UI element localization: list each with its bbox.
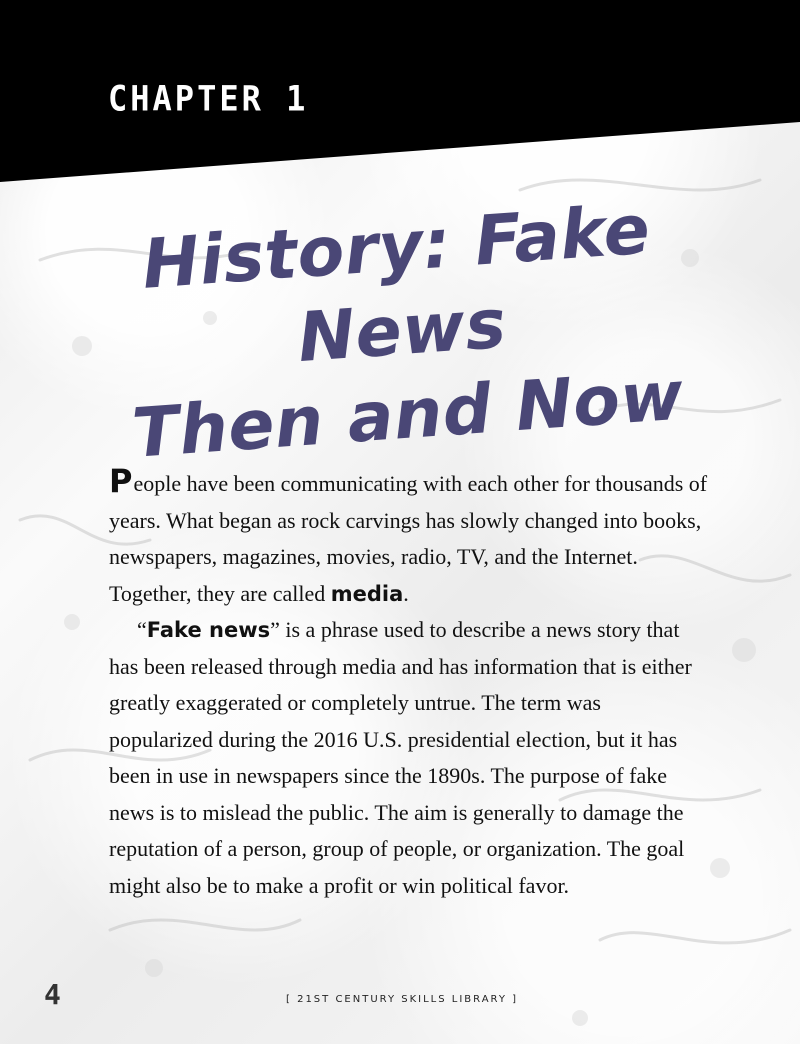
chapter-title [39, 181, 761, 474]
paragraph-one-text: eople have been communicating with each other for thousands of years. What began as rock carvings has slowly changed into books, newspapers, magazines, movies, radio, TV, and the Internet. Together, they are called [109, 471, 708, 606]
paragraph-two [109, 612, 709, 904]
page-number: 4 [44, 978, 61, 1011]
chapter-label: CHAPTER 1 [108, 78, 309, 120]
article-body [109, 462, 709, 904]
series-footer: [ 21ST CENTURY SKILLS LIBRARY ] [286, 994, 519, 1005]
fake-news-term: Fake news [146, 618, 271, 642]
paragraph-two-text: is a phrase used to describe a news story that has been released through media and has information that is either greatly exaggerated or completely untrue. The term was popularized during the 2016 U.S. presidential election, but it has been in use in newspapers since the 1890s. The purpose of fake news is to mislead the public. The aim is generally to damage the reputation of a person, group of people, or organization. The goal might also be to make a profit or win political favor. [109, 617, 692, 898]
media-term: media [330, 581, 404, 606]
paragraph-one-ending: . [403, 580, 409, 606]
drop-cap: P [109, 462, 133, 500]
close-quote: ” [270, 617, 280, 642]
open-quote: “ [137, 617, 147, 642]
title-line-1: History: Fake News [139, 190, 653, 379]
title-line-2: Then and Now [129, 356, 687, 474]
paragraph-one [109, 462, 709, 612]
